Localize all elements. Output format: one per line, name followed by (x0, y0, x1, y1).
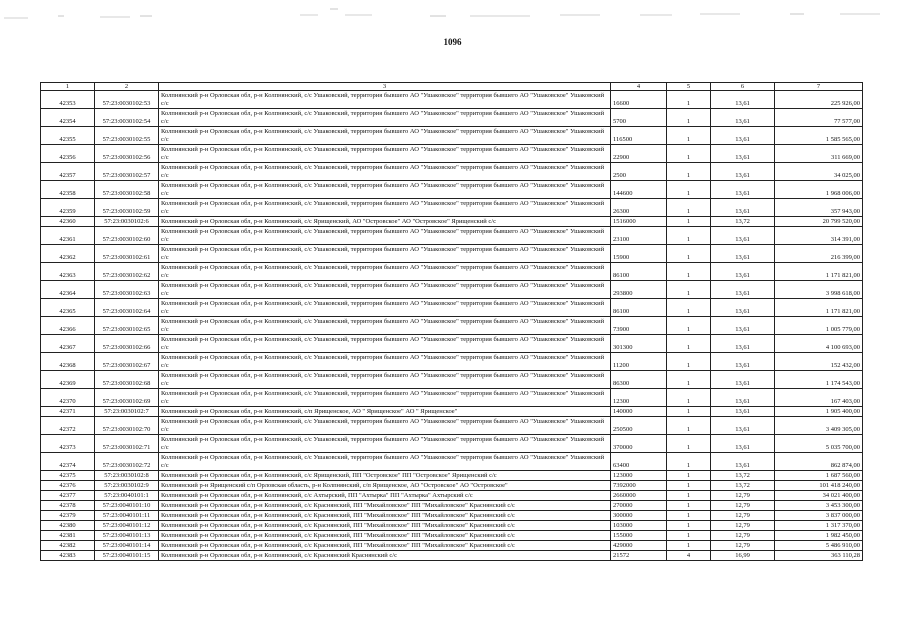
area-cell: 300000 (611, 511, 667, 521)
rate-cell: 13,61 (711, 353, 775, 371)
address-cell: Колпнянский р-н Орловская обл, р-н Колпнянский, с/с Ушаковский, территория бывшего АО "Ушаковское" территория бывшего АО "Ушаковское" Ушаковский с/с (159, 453, 611, 471)
col5-cell: 1 (667, 217, 711, 227)
rate-cell: 13,61 (711, 371, 775, 389)
table-row (41, 317, 863, 335)
cadastral-number-cell: 57:23:0030102:56 (95, 145, 159, 163)
col5-cell: 1 (667, 335, 711, 353)
col5-cell: 1 (667, 407, 711, 417)
address-cell: Колпнянский р-н Орловская обл, р-н Колпнянский, с/п Ярищенское, АО " Ярищенское" АО " Ярищенское" (159, 407, 611, 417)
header-col-5: 5 (667, 83, 711, 91)
col5-cell: 1 (667, 199, 711, 217)
row-number-cell: 42374 (41, 453, 95, 471)
address-cell: Колпнянский р-н Орловская обл, р-н Колпнянский, с/с Ярищенский, ПП "Островское" ПП "Островское" Ярищенский с/с (159, 471, 611, 481)
col5-cell: 1 (667, 501, 711, 511)
col5-cell: 1 (667, 181, 711, 199)
table-row (41, 199, 863, 217)
table-row (41, 471, 863, 481)
value-cell: 216 399,00 (775, 245, 863, 263)
area-cell: 26300 (611, 199, 667, 217)
value-cell: 1 687 560,00 (775, 471, 863, 481)
table-row (41, 127, 863, 145)
row-number-cell: 42383 (41, 551, 95, 561)
cadastral-number-cell: 57:23:0030102:69 (95, 389, 159, 407)
rate-cell: 13,61 (711, 299, 775, 317)
row-number-cell: 42367 (41, 335, 95, 353)
table-row (41, 481, 863, 491)
rate-cell: 13,61 (711, 127, 775, 145)
area-cell: 16600 (611, 91, 667, 109)
cadastral-number-cell: 57:23:0030102:72 (95, 453, 159, 471)
col5-cell: 1 (667, 371, 711, 389)
row-number-cell: 42370 (41, 389, 95, 407)
rate-cell: 13,61 (711, 145, 775, 163)
address-cell: Колпнянский р-н Орловская обл, р-н Колпнянский, с/с Краснянский, ПП "Михайловское" ПП "Михайловское" Краснянский с/с (159, 521, 611, 531)
header-col-2: 2 (95, 83, 159, 91)
row-number-cell: 42382 (41, 541, 95, 551)
table-row (41, 501, 863, 511)
cadastral-number-cell: 57:23:0030102:55 (95, 127, 159, 145)
col5-cell: 1 (667, 299, 711, 317)
header-col-1: 1 (41, 83, 95, 91)
row-number-cell: 42355 (41, 127, 95, 145)
col5-cell: 1 (667, 317, 711, 335)
col5-cell: 1 (667, 91, 711, 109)
cadastral-number-cell: 57:23:0030102:7 (95, 407, 159, 417)
col5-cell: 1 (667, 541, 711, 551)
area-cell: 73900 (611, 317, 667, 335)
col5-cell: 1 (667, 109, 711, 127)
header-col-7: 7 (775, 83, 863, 91)
cadastral-number-cell: 57:23:0040101:12 (95, 521, 159, 531)
value-cell: 1 905 400,00 (775, 407, 863, 417)
col5-cell: 1 (667, 263, 711, 281)
area-cell: 86100 (611, 263, 667, 281)
rate-cell: 12,79 (711, 491, 775, 501)
rate-cell: 13,72 (711, 481, 775, 491)
value-cell: 34 025,00 (775, 163, 863, 181)
cadastral-number-cell: 57:23:0030102:59 (95, 199, 159, 217)
table-row (41, 245, 863, 263)
table-row (41, 389, 863, 407)
value-cell: 1 317 370,00 (775, 521, 863, 531)
row-number-cell: 42362 (41, 245, 95, 263)
area-cell: 270000 (611, 501, 667, 511)
col5-cell: 1 (667, 417, 711, 435)
area-cell: 86100 (611, 299, 667, 317)
table-row (41, 91, 863, 109)
rate-cell: 13,61 (711, 181, 775, 199)
value-cell: 314 391,00 (775, 227, 863, 245)
address-cell: Колпнянский р-н Орловская обл, р-н Колпнянский, с/с Ушаковский, территория бывшего АО "Ушаковское" территория бывшего АО "Ушаковское" Ушаковский с/с (159, 281, 611, 299)
address-cell: Колпнянский р-н Орловская обл, р-н Колпнянский, с/с Ушаковский, территория бывшего АО "Ушаковское" территория бывшего АО "Ушаковское" Ушаковский с/с (159, 181, 611, 199)
value-cell: 101 418 240,00 (775, 481, 863, 491)
value-cell: 4 100 693,00 (775, 335, 863, 353)
cadastral-number-cell: 57:23:0030102:58 (95, 181, 159, 199)
area-cell: 22900 (611, 145, 667, 163)
row-number-cell: 42375 (41, 471, 95, 481)
rate-cell: 13,72 (711, 217, 775, 227)
table-row (41, 407, 863, 417)
address-cell: Колпнянский р-н Орловская обл, р-н Колпнянский, с/с Ушаковский, территория бывшего АО "Ушаковское" территория бывшего АО "Ушаковское" Ушаковский с/с (159, 317, 611, 335)
table-row (41, 551, 863, 561)
address-cell: Колпнянский р-н Орловская обл, р-н Колпнянский, с/с Краснянский, ПП "Михайловское" ПП "Михайловское" Краснянский с/с (159, 501, 611, 511)
row-number-cell: 42364 (41, 281, 95, 299)
area-cell: 140000 (611, 407, 667, 417)
address-cell: Колпнянский р-н Орловская обл, р-н Колпнянский, с/с Ушаковский, территория бывшего АО "Ушаковское" территория бывшего АО "Ушаковское" Ушаковский с/с (159, 163, 611, 181)
cadastral-number-cell: 57:23:0030102:6 (95, 217, 159, 227)
row-number-cell: 42376 (41, 481, 95, 491)
cadastral-number-cell: 57:23:0030102:8 (95, 471, 159, 481)
address-cell: Колпнянский р-н Орловская обл, р-н Колпнянский, с/с Ушаковский, территория бывшего АО "Ушаковское" территория бывшего АО "Ушаковское" Ушаковский с/с (159, 417, 611, 435)
land-register-table (40, 82, 863, 561)
rate-cell: 13,61 (711, 91, 775, 109)
value-cell: 77 577,00 (775, 109, 863, 127)
value-cell: 1 968 006,00 (775, 181, 863, 199)
area-cell: 7392000 (611, 481, 667, 491)
rate-cell: 13,61 (711, 317, 775, 335)
address-cell: Колпнянский р-н Орловская обл, р-н Колпнянский, с/с Ушаковский, территория бывшего АО "Ушаковское" территория бывшего АО "Ушаковское" Ушаковский с/с (159, 371, 611, 389)
value-cell: 3 453 300,00 (775, 501, 863, 511)
row-number-cell: 42354 (41, 109, 95, 127)
cadastral-number-cell: 57:23:0030102:60 (95, 227, 159, 245)
cadastral-number-cell: 57:23:0030102:70 (95, 417, 159, 435)
value-cell: 3 409 305,00 (775, 417, 863, 435)
row-number-cell: 42369 (41, 371, 95, 389)
cadastral-number-cell: 57:23:0030102:64 (95, 299, 159, 317)
rate-cell: 13,61 (711, 453, 775, 471)
value-cell: 167 403,00 (775, 389, 863, 407)
col5-cell: 1 (667, 145, 711, 163)
value-cell: 1 585 565,00 (775, 127, 863, 145)
col5-cell: 1 (667, 481, 711, 491)
cadastral-number-cell: 57:23:0040101:10 (95, 501, 159, 511)
address-cell: Колпнянский р-н Орловская обл, р-н Колпнянский, с/с Ушаковский, территория бывшего АО "Ушаковское" территория бывшего АО "Ушаковское" Ушаковский с/с (159, 109, 611, 127)
area-cell: 116500 (611, 127, 667, 145)
table-row (41, 531, 863, 541)
cadastral-number-cell: 57:23:0030102:57 (95, 163, 159, 181)
row-number-cell: 42380 (41, 521, 95, 531)
row-number-cell: 42373 (41, 435, 95, 453)
row-number-cell: 42358 (41, 181, 95, 199)
col5-cell: 1 (667, 471, 711, 481)
rate-cell: 12,79 (711, 501, 775, 511)
value-cell: 152 432,00 (775, 353, 863, 371)
row-number-cell: 42377 (41, 491, 95, 501)
area-cell: 2660000 (611, 491, 667, 501)
address-cell: Колпнянский р-н Орловская обл, р-н Колпнянский, с/с Ушаковский, территория бывшего АО "Ушаковское" территория бывшего АО "Ушаковское" Ушаковский с/с (159, 389, 611, 407)
value-cell: 363 110,28 (775, 551, 863, 561)
value-cell: 20 799 520,00 (775, 217, 863, 227)
cadastral-number-cell: 57:23:0030102:9 (95, 481, 159, 491)
area-cell: 63400 (611, 453, 667, 471)
value-cell: 3 837 000,00 (775, 511, 863, 521)
row-number-cell: 42371 (41, 407, 95, 417)
area-cell: 86300 (611, 371, 667, 389)
row-number-cell: 42365 (41, 299, 95, 317)
cadastral-number-cell: 57:23:0040101:13 (95, 531, 159, 541)
row-number-cell: 42363 (41, 263, 95, 281)
rate-cell: 13,61 (711, 417, 775, 435)
area-cell: 5700 (611, 109, 667, 127)
row-number-cell: 42372 (41, 417, 95, 435)
rate-cell: 12,79 (711, 531, 775, 541)
area-cell: 103000 (611, 521, 667, 531)
area-cell: 155000 (611, 531, 667, 541)
value-cell: 862 874,00 (775, 453, 863, 471)
address-cell: Колпнянский р-н Орловская обл, р-н Колпнянский, с/с Ушаковский, территория бывшего АО "Ушаковское" территория бывшего АО "Ушаковское" Ушаковский с/с (159, 299, 611, 317)
address-cell: Колпнянский р-н Орловская обл, р-н Колпнянский, с/с Ушаковский, территория бывшего АО "Ушаковское" территория бывшего АО "Ушаковское" Ушаковский с/с (159, 227, 611, 245)
rate-cell: 13,61 (711, 199, 775, 217)
area-cell: 21572 (611, 551, 667, 561)
table-row (41, 217, 863, 227)
area-cell: 301300 (611, 335, 667, 353)
row-number-cell: 42368 (41, 353, 95, 371)
value-cell: 1 171 821,00 (775, 263, 863, 281)
col5-cell: 1 (667, 389, 711, 407)
area-cell: 12300 (611, 389, 667, 407)
cadastral-number-cell: 57:23:0040101:1 (95, 491, 159, 501)
address-cell: Колпнянский р-н Орловская обл, р-н Колпнянский, с/с Ушаковский, территория бывшего АО "Ушаковское" территория бывшего АО "Ушаковское" Ушаковский с/с (159, 145, 611, 163)
area-cell: 11200 (611, 353, 667, 371)
col5-cell: 1 (667, 453, 711, 471)
table-row (41, 281, 863, 299)
rate-cell: 13,61 (711, 281, 775, 299)
rate-cell: 13,61 (711, 263, 775, 281)
header-col-4: 4 (611, 83, 667, 91)
address-cell: Колпнянский р-н Орловская обл, р-н Колпнянский, с/с Ярищенский, АО "Островское" АО "Островское" Ярищенский с/с (159, 217, 611, 227)
table-row (41, 541, 863, 551)
table-row (41, 299, 863, 317)
address-cell: Колпнянский р-н Орловская обл, р-н Колпнянский, с/с Ушаковский, территория бывшего АО "Ушаковское" территория бывшего АО "Ушаковское" Ушаковский с/с (159, 199, 611, 217)
rate-cell: 13,61 (711, 109, 775, 127)
row-number-cell: 42359 (41, 199, 95, 217)
rate-cell: 13,61 (711, 389, 775, 407)
area-cell: 23100 (611, 227, 667, 245)
address-cell: Колпнянский р-н Орловская обл, р-н Колпнянский, с/с Ушаковский, территория бывшего АО "Ушаковское" территория бывшего АО "Ушаковское" Ушаковский с/с (159, 127, 611, 145)
row-number-cell: 42381 (41, 531, 95, 541)
row-number-cell: 42360 (41, 217, 95, 227)
area-cell: 2500 (611, 163, 667, 181)
cadastral-number-cell: 57:23:0030102:63 (95, 281, 159, 299)
address-cell: Колпнянский р-н Орловская обл, р-н Колпнянский, с/с Краснянский, ПП "Михайловское" ПП "Михайловское" Краснянский с/с (159, 511, 611, 521)
table-row (41, 227, 863, 245)
row-number-cell: 42357 (41, 163, 95, 181)
header-col-3: 3 (159, 83, 611, 91)
table-row (41, 163, 863, 181)
col5-cell: 4 (667, 551, 711, 561)
value-cell: 357 943,00 (775, 199, 863, 217)
row-number-cell: 42353 (41, 91, 95, 109)
col5-cell: 1 (667, 521, 711, 531)
rate-cell: 13,61 (711, 335, 775, 353)
col5-cell: 1 (667, 531, 711, 541)
table-row (41, 521, 863, 531)
rate-cell: 13,61 (711, 245, 775, 263)
cadastral-number-cell: 57:23:0030102:71 (95, 435, 159, 453)
header-row (41, 83, 863, 91)
value-cell: 34 021 400,00 (775, 491, 863, 501)
address-cell: Колпнянский р-н Орловская обл, р-н Колпнянский, с/с Ахтырский, ПП "Ахтырка" ПП "Ахтырка" Ахтырский с/с (159, 491, 611, 501)
area-cell: 429000 (611, 541, 667, 551)
value-cell: 3 998 618,00 (775, 281, 863, 299)
area-cell: 144600 (611, 181, 667, 199)
row-number-cell: 42366 (41, 317, 95, 335)
address-cell: Колпнянский р-н Ярищенский с/п Орловская область, р-н Колпнянский, с/п Ярищенское, АО "Островское" АО "Островское" (159, 481, 611, 491)
cadastral-number-cell: 57:23:0040101:14 (95, 541, 159, 551)
value-cell: 1 171 821,00 (775, 299, 863, 317)
col5-cell: 1 (667, 435, 711, 453)
table-row (41, 511, 863, 521)
rate-cell: 13,61 (711, 407, 775, 417)
cadastral-number-cell: 57:23:0040101:15 (95, 551, 159, 561)
address-cell: Колпнянский р-н Орловская обл, р-н Колпнянский, с/с Ушаковский, территория бывшего АО "Ушаковское" территория бывшего АО "Ушаковское" Ушаковский с/с (159, 263, 611, 281)
address-cell: Колпнянский р-н Орловская обл, р-н Колпнянский, с/с Ушаковский, территория бывшего АО "Ушаковское" территория бывшего АО "Ушаковское" Ушаковский с/с (159, 435, 611, 453)
area-cell: 250500 (611, 417, 667, 435)
col5-cell: 1 (667, 511, 711, 521)
rate-cell: 13,61 (711, 435, 775, 453)
address-cell: Колпнянский р-н Орловская обл, р-н Колпнянский, с/с Ушаковский, территория бывшего АО "Ушаковское" территория бывшего АО "Ушаковское" Ушаковский с/с (159, 335, 611, 353)
value-cell: 1 005 779,00 (775, 317, 863, 335)
cadastral-number-cell: 57:23:0030102:53 (95, 91, 159, 109)
value-cell: 5 486 910,00 (775, 541, 863, 551)
address-cell: Колпнянский р-н Орловская обл, р-н Колпнянский, с/с Ушаковский, территория бывшего АО "Ушаковское" территория бывшего АО "Ушаковское" Ушаковский с/с (159, 245, 611, 263)
area-cell: 1516000 (611, 217, 667, 227)
cadastral-number-cell: 57:23:0030102:54 (95, 109, 159, 127)
cadastral-number-cell: 57:23:0040101:11 (95, 511, 159, 521)
cadastral-number-cell: 57:23:0030102:61 (95, 245, 159, 263)
cadastral-number-cell: 57:23:0030102:67 (95, 353, 159, 371)
value-cell: 1 174 543,00 (775, 371, 863, 389)
row-number-cell: 42378 (41, 501, 95, 511)
address-cell: Колпнянский р-н Орловская обл, р-н Колпнянский, с/с Краснянский, ПП "Михайловское" ПП "Михайловское" Краснянский с/с (159, 541, 611, 551)
rate-cell: 12,79 (711, 521, 775, 531)
page-number: 1096 (443, 37, 462, 47)
col5-cell: 1 (667, 491, 711, 501)
value-cell: 5 035 700,00 (775, 435, 863, 453)
table-row (41, 263, 863, 281)
rate-cell: 13,72 (711, 471, 775, 481)
table-row (41, 109, 863, 127)
table-row (41, 371, 863, 389)
area-cell: 123000 (611, 471, 667, 481)
row-number-cell: 42361 (41, 227, 95, 245)
rate-cell: 12,79 (711, 511, 775, 521)
cadastral-number-cell: 57:23:0030102:65 (95, 317, 159, 335)
address-cell: Колпнянский р-н Орловская обл, р-н Колпнянский, с/с Ушаковский, территория бывшего АО "Ушаковское" территория бывшего АО "Ушаковское" Ушаковский с/с (159, 91, 611, 109)
row-number-cell: 42356 (41, 145, 95, 163)
table-row (41, 145, 863, 163)
col5-cell: 1 (667, 127, 711, 145)
rate-cell: 13,61 (711, 163, 775, 181)
col5-cell: 1 (667, 227, 711, 245)
area-cell: 293800 (611, 281, 667, 299)
scan-noise-artifacts (0, 0, 905, 26)
value-cell: 225 926,00 (775, 91, 863, 109)
rate-cell: 13,61 (711, 227, 775, 245)
table-row (41, 181, 863, 199)
rate-cell: 16,99 (711, 551, 775, 561)
area-cell: 15900 (611, 245, 667, 263)
table-row (41, 353, 863, 371)
cadastral-number-cell: 57:23:0030102:62 (95, 263, 159, 281)
rate-cell: 12,79 (711, 541, 775, 551)
address-cell: Колпнянский р-н Орловская обл, р-н Колпнянский, с/с Краснянский, ПП "Михайловское" ПП "Михайловское" Краснянский с/с (159, 531, 611, 541)
table-row (41, 435, 863, 453)
address-cell: Колпнянский р-н Орловская обл, р-н Колпнянский, с/с Краснянский Краснянский с/с (159, 551, 611, 561)
header-col-6: 6 (711, 83, 775, 91)
cadastral-number-cell: 57:23:0030102:68 (95, 371, 159, 389)
col5-cell: 1 (667, 245, 711, 263)
col5-cell: 1 (667, 353, 711, 371)
table-row (41, 453, 863, 471)
area-cell: 370000 (611, 435, 667, 453)
table-row (41, 417, 863, 435)
table-body (41, 91, 863, 561)
table-row (41, 491, 863, 501)
col5-cell: 1 (667, 163, 711, 181)
value-cell: 1 982 450,00 (775, 531, 863, 541)
row-number-cell: 42379 (41, 511, 95, 521)
cadastral-number-cell: 57:23:0030102:66 (95, 335, 159, 353)
value-cell: 311 669,00 (775, 145, 863, 163)
col5-cell: 1 (667, 281, 711, 299)
address-cell: Колпнянский р-н Орловская обл, р-н Колпнянский, с/с Ушаковский, территория бывшего АО "Ушаковское" территория бывшего АО "Ушаковское" Ушаковский с/с (159, 353, 611, 371)
table-row (41, 335, 863, 353)
